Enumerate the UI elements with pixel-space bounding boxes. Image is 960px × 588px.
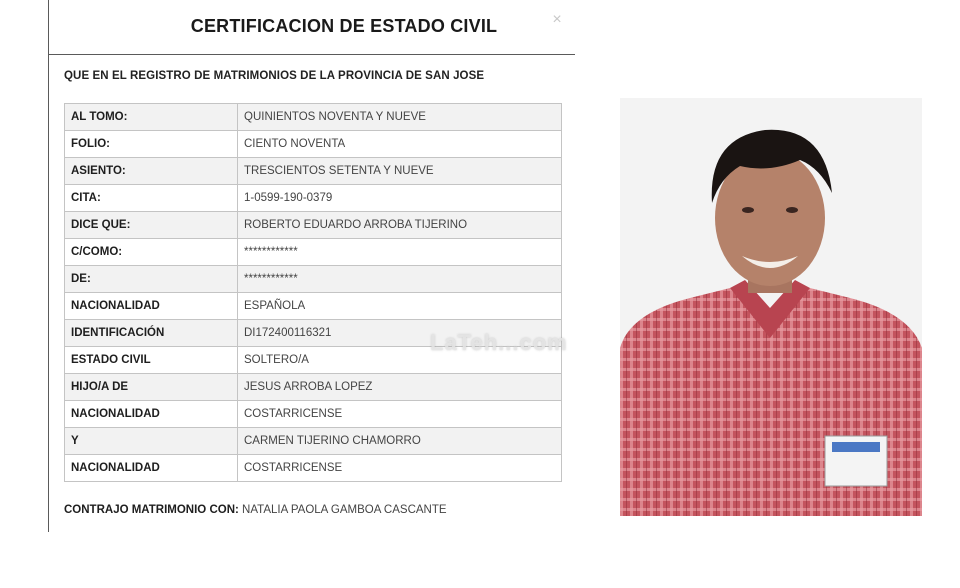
- table-row: [65, 131, 562, 158]
- table-row: [65, 239, 562, 266]
- registry-subtitle: QUE EN EL REGISTRO DE MATRIMONIOS DE LA PROVINCIA DE SAN JOSE: [64, 70, 485, 82]
- field-value: COSTARRICENSE: [238, 401, 562, 428]
- table-row: [65, 158, 562, 185]
- close-icon[interactable]: ×: [552, 11, 562, 28]
- field-value: CARMEN TIJERINO CHAMORRO: [238, 428, 562, 455]
- field-label: DE:: [65, 266, 238, 293]
- marriage-label: CONTRAJO MATRIMONIO CON:: [64, 504, 239, 516]
- field-value: 1-0599-190-0379: [238, 185, 562, 212]
- table-row: [65, 185, 562, 212]
- field-label: NACIONALIDAD: [65, 293, 238, 320]
- table-row: [65, 320, 562, 347]
- marriage-value: NATALIA PAOLA GAMBOA CASCANTE: [242, 504, 447, 516]
- field-value: ************: [238, 239, 562, 266]
- field-label: NACIONALIDAD: [65, 455, 238, 482]
- field-value: CIENTO NOVENTA: [238, 131, 562, 158]
- certification-dialog: [48, 0, 575, 532]
- field-label: IDENTIFICACIÓN: [65, 320, 238, 347]
- field-value: QUINIENTOS NOVENTA Y NUEVE: [238, 104, 562, 131]
- field-label: FOLIO:: [65, 131, 238, 158]
- table-row: [65, 401, 562, 428]
- records-table: [64, 103, 562, 482]
- field-value: SOLTERO/A: [238, 347, 562, 374]
- table-row: [65, 374, 562, 401]
- field-label: Y: [65, 428, 238, 455]
- marriage-line: [64, 504, 447, 516]
- field-value: COSTARRICENSE: [238, 455, 562, 482]
- field-label: C/COMO:: [65, 239, 238, 266]
- field-value: DI172400116321: [238, 320, 562, 347]
- field-value: JESUS ARROBA LOPEZ: [238, 374, 562, 401]
- table-row: [65, 293, 562, 320]
- table-row: [65, 347, 562, 374]
- table-row: [65, 428, 562, 455]
- dialog-title: CERTIFICACION DE ESTADO CIVIL: [190, 16, 498, 36]
- field-label: AL TOMO:: [65, 104, 238, 131]
- table-row: [65, 266, 562, 293]
- table-row: [65, 212, 562, 239]
- field-label: HIJO/A DE: [65, 374, 238, 401]
- field-label: ASIENTO:: [65, 158, 238, 185]
- table-row: [65, 455, 562, 482]
- field-value: TRESCIENTOS SETENTA Y NUEVE: [238, 158, 562, 185]
- field-value: ESPAÑOLA: [238, 293, 562, 320]
- field-label: ESTADO CIVIL: [65, 347, 238, 374]
- field-label: DICE QUE:: [65, 212, 238, 239]
- person-photo: [620, 98, 922, 516]
- watermark: LaTeh...com: [430, 330, 568, 355]
- dialog-header: [49, 0, 575, 55]
- field-value: ROBERTO EDUARDO ARROBA TIJERINO: [238, 212, 562, 239]
- field-label: NACIONALIDAD: [65, 401, 238, 428]
- table-row: [65, 104, 562, 131]
- field-label: CITA:: [65, 185, 238, 212]
- field-value: ************: [238, 266, 562, 293]
